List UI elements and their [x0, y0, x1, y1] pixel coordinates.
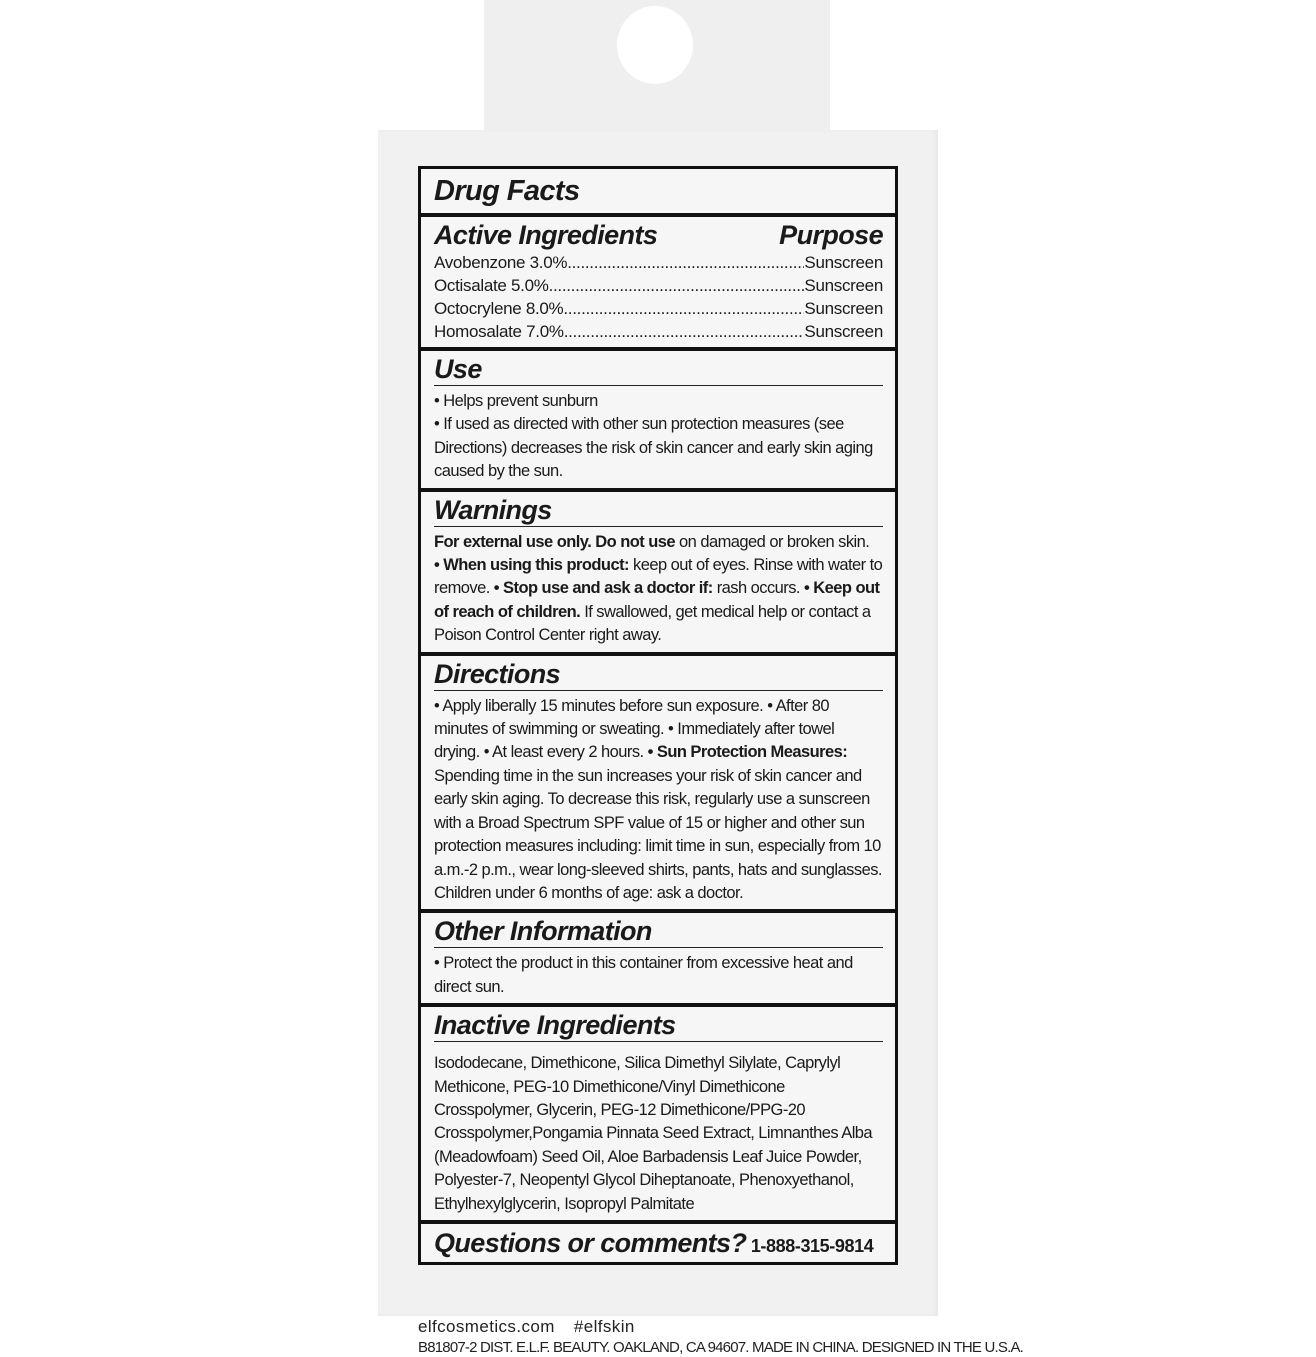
ingredient-name: Homosalate 7.0% [434, 322, 564, 341]
active-ingredient-list [434, 251, 883, 343]
other-information-heading: Other Information [434, 915, 883, 948]
website: elfcosmetics.com [418, 1316, 555, 1336]
other-information-text: • Protect the product in this container from excessive heat and direct sun. [434, 954, 853, 996]
use-heading: Use [434, 353, 883, 386]
directions-section [421, 652, 895, 910]
warnings-text [434, 531, 883, 648]
ingredient-purpose: Sunscreen [804, 253, 883, 272]
inactive-ingredients-section [421, 1003, 895, 1220]
warning-text: If swallowed, get medical help or contact a Poison Control Center right away. [434, 602, 871, 645]
inactive-ingredients-heading: Inactive Ingredients [434, 1009, 883, 1042]
ingredient-name: Avobenzone 3.0% [434, 253, 568, 272]
active-ingredient-row [434, 251, 883, 274]
ingredient-purpose: Sunscreen [804, 299, 883, 318]
warning-bold: • Keep out of reach of children. [434, 579, 880, 621]
drug-facts-title: Drug Facts [434, 175, 580, 207]
warning-text: on damaged or broken skin. [675, 532, 870, 551]
active-ingredient-row [434, 320, 883, 343]
warning-bold: • When using this product: [434, 556, 629, 575]
hang-hole [617, 6, 693, 84]
package-footer [418, 1316, 1024, 1357]
ingredient-name: Octocrylene 8.0% [434, 299, 564, 318]
warning-text: keep out of eyes. Rinse with water to remove. [434, 556, 883, 598]
active-ingredient-row [434, 274, 883, 297]
ingredient-purpose: Sunscreen [804, 322, 883, 341]
ingredient-name: Octisalate 5.0% [434, 276, 549, 295]
label-column [418, 166, 1024, 1357]
leader-dots [549, 274, 805, 297]
active-ingredients-heading: Active Ingredients [434, 220, 658, 250]
ingredient-purpose: Sunscreen [804, 276, 883, 295]
distributor-info: B81807-2 DIST. E.L.F. BEAUTY. OAKLAND, CA 94607. MADE IN CHINA. DESIGNED IN THE U.S.A. [418, 1338, 1024, 1356]
directions-text-part: • Apply liberally 15 minutes before sun exposure. • After 80 minutes of swimming or sweating. • Immediately after towel drying. • At least every 2 hours. [434, 696, 835, 762]
use-section [421, 347, 895, 488]
warning-bold: • Stop use and ask a doctor if: [493, 579, 713, 598]
warning-text: rash occurs. [712, 579, 804, 598]
hashtag: #elfskin [573, 1316, 635, 1336]
use-item: • Helps prevent sunburn [434, 392, 598, 410]
warning-bold: For external use only. Do not use [434, 532, 676, 551]
leader-dots [567, 251, 804, 274]
directions-heading: Directions [434, 658, 883, 691]
drug-facts-title-section [421, 169, 895, 213]
phone-number: 1-888-315-9814 [750, 1235, 874, 1256]
questions-heading: Questions or comments? [434, 1227, 747, 1258]
active-ingredients-section [421, 213, 895, 347]
warnings-heading: Warnings [434, 494, 883, 527]
active-ingredient-row [434, 297, 883, 320]
drug-facts-panel [418, 166, 898, 1265]
warnings-section [421, 488, 895, 652]
purpose-heading: Purpose [779, 220, 883, 250]
leader-dots [564, 320, 805, 343]
questions-section [421, 1220, 895, 1262]
directions-text [434, 695, 883, 906]
inactive-ingredients-text: Isododecane, Dimethicone, Silica Dimethyl Silylate, Caprylyl Methicone, PEG-10 Dimethicone/Vinyl Dimethicone Crosspolymer, Glycerin, PEG-12 Dimethicone/PPG-20 Crosspolymer,Pongamia Pinnata Seed Extract, Limnanthes Alba (Meadowfoam) Seed Oil, Aloe Barbadensis Leaf Juice Powder, Polyester-7, Neopentyl Glycol Diheptanoate, Phenoxyethanol, Ethylhexylglycerin, Isopropyl Palmitate [434, 1054, 873, 1213]
directions-bold: • Sun Protection Measures: [647, 743, 848, 762]
leader-dots [563, 297, 804, 320]
other-information-section [421, 909, 895, 1003]
directions-text-part: Spending time in the sun increases your risk of skin cancer and early skin aging. To decrease this risk, regularly use a sunscreen with a Broad Spectrum SPF value of 15 or higher and other sun protection measures including: limit time in sun, especially from 10 a.m.-2 p.m., wear long-sleeved shirts, pants, hats and sunglasses. Children under 6 months of age: ask a doctor. [434, 766, 882, 902]
use-item: • If used as directed with other sun protection measures (see Directions) decreases the risk of skin cancer and early skin aging caused by the sun. [434, 415, 873, 481]
